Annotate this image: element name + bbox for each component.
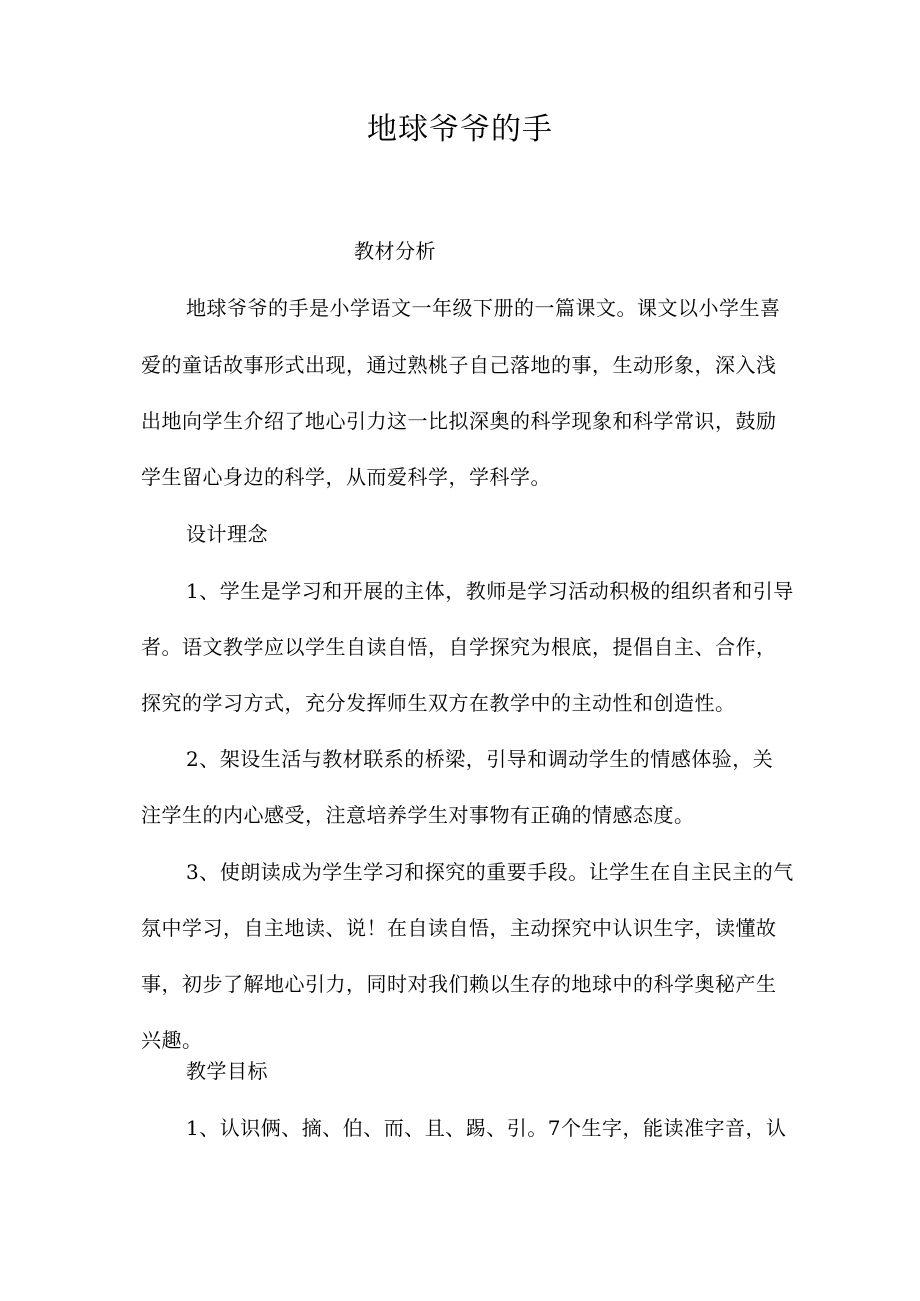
paragraph-line: 者。语文教学应以学生自读自悟，自学探究为根底，提倡自主、合作， [141,635,777,659]
paragraph-line: 3、使朗读成为学生学习和探究的重要手段。让学生在自主民主的气 [186,860,794,884]
paragraph-line: 注学生的内心感受，注意培养学生对事物有正确的情感态度。 [141,803,695,827]
section-heading-analysis: 教材分析 [354,239,436,263]
paragraph-line: 1、学生是学习和开展的主体，教师是学习活动积极的组织者和引导 [186,579,794,603]
paragraph-line: 1、认识俩、摘、伯、而、且、踢、引。7个生字，能读准字音，认 [186,1116,787,1140]
paragraph-line: 氛中学习，自主地读、说！在自读自悟，主动探究中认识生字，读懂故 [141,916,777,940]
paragraph-line: 2、架设生活与教材联系的桥梁，引导和调动学生的情感体验，关 [186,747,774,771]
paragraph-line: 爱的童话故事形式出现，通过熟桃子自己落地的事，生动形象，深入浅 [141,353,777,377]
paragraph-line: 地球爷爷的手是小学语文一年级下册的一篇课文。课文以小学生喜 [186,296,781,320]
paragraph-line: 事，初步了解地心引力，同时对我们赖以生存的地球中的科学奥秘产生 [141,972,777,996]
paragraph-line: 探究的学习方式，充分发挥师生双方在教学中的主动性和创造性。 [141,691,736,715]
section-heading-goals: 教学目标 [186,1059,268,1083]
section-heading-concept: 设计理念 [186,522,268,546]
paragraph-line: 出地向学生介绍了地心引力这一比拟深奥的科学现象和科学常识，鼓励 [141,409,777,433]
document-title: 地球爷爷的手 [367,112,553,147]
paragraph-line: 学生留心身边的科学，从而爱科学，学科学。 [141,465,551,489]
paragraph-line: 兴趣。 [141,1028,203,1052]
